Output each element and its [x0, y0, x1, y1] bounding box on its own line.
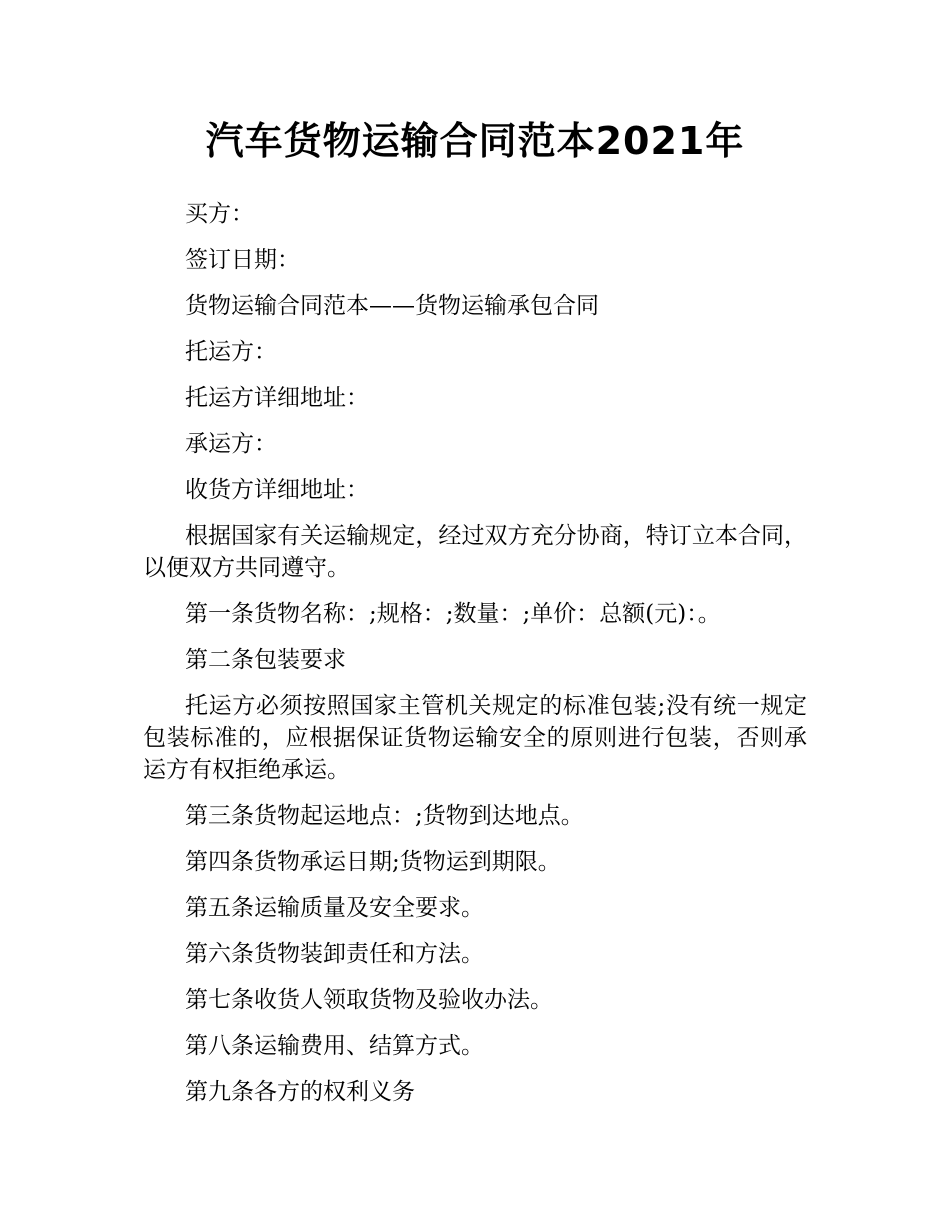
article-4: 第四条货物承运日期;货物运到期限。	[185, 849, 561, 875]
article-9: 第九条各方的权利义务	[185, 1079, 415, 1105]
article-2-body: 托运方必须按照国家主管机关规定的标准包装;没有统一规定包装标准的，应根据保证货物运输安全的原则进行包装，否则承运方有权拒绝承运。	[143, 693, 807, 783]
preamble-paragraph: 根据国家有关运输规定，经过双方充分协商，特订立本合同，以便双方共同遵守。	[143, 523, 807, 581]
article-1: 第一条货物名称：;规格：;数量：;单价：总额(元)：。	[185, 601, 721, 627]
carrier-line: 承运方：	[185, 431, 277, 457]
article-6: 第六条货物装卸责任和方法。	[185, 941, 484, 967]
contract-subtitle: 货物运输合同范本——货物运输承包合同	[185, 293, 599, 319]
article-2-heading: 第二条包装要求	[185, 647, 346, 673]
article-8: 第八条运输费用、结算方式。	[185, 1033, 484, 1059]
signing-date-line: 签订日期：	[185, 247, 300, 273]
shipper-address-line: 托运方详细地址：	[185, 385, 369, 411]
article-5: 第五条运输质量及安全要求。	[185, 895, 484, 921]
shipper-line: 托运方：	[185, 339, 277, 365]
buyer-line: 买方：	[185, 201, 254, 227]
article-7: 第七条收货人领取货物及验收办法。	[185, 987, 553, 1013]
consignee-address-line: 收货方详细地址：	[185, 477, 369, 503]
document-title: 汽车货物运输合同范本2021年	[205, 119, 745, 163]
document-body	[143, 198, 807, 1122]
article-3: 第三条货物起运地点：;货物到达地点。	[185, 803, 584, 829]
